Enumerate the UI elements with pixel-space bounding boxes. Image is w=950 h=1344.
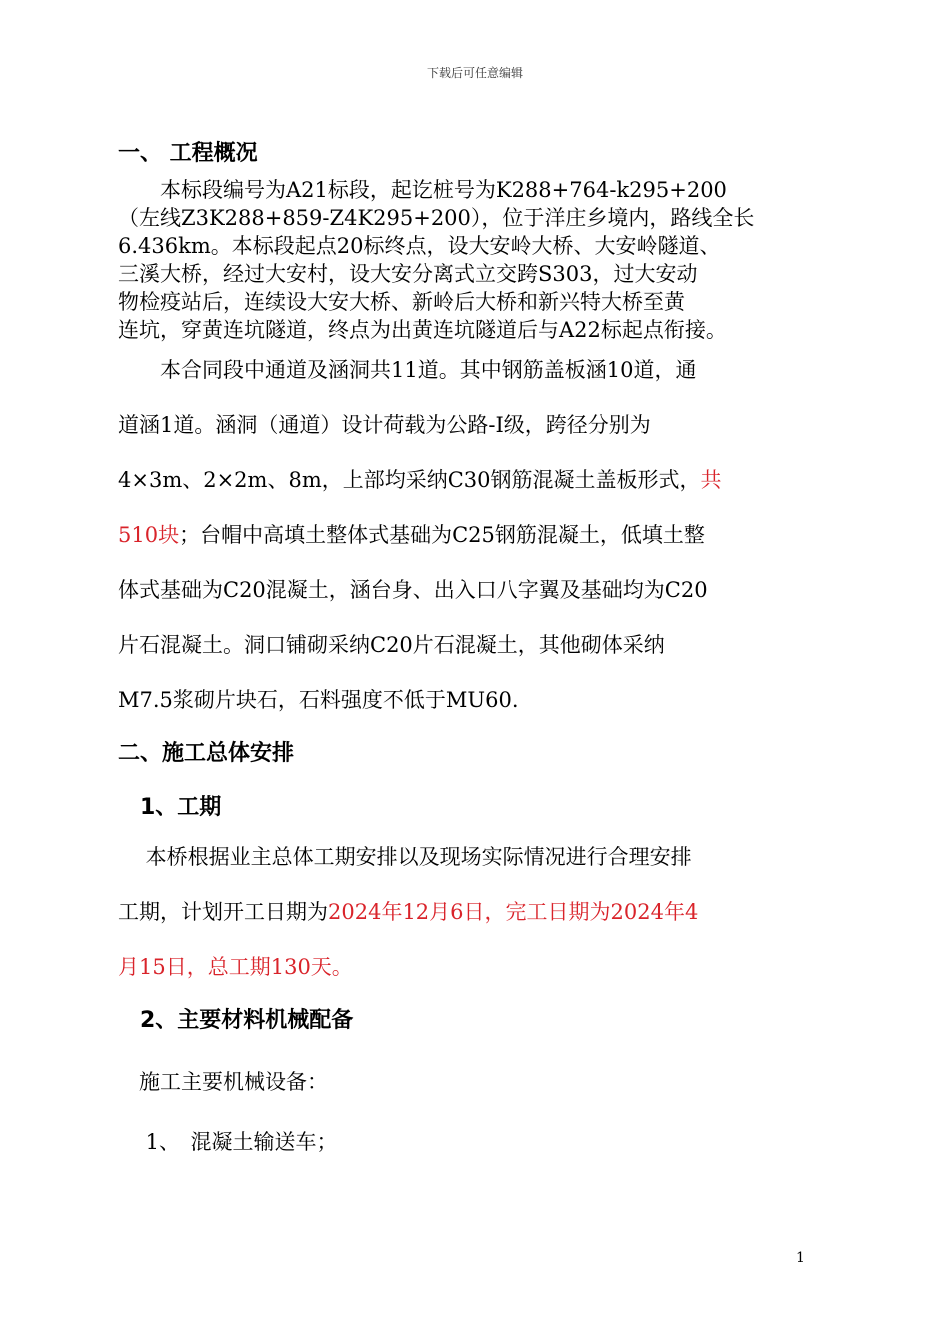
section1-para1 — [118, 176, 833, 344]
para2-line-3-text: 4×3m、2×2m、8m，上部均采纳C30钢筋混凝土盖板形式， — [118, 468, 701, 492]
sub2-list-item — [118, 1126, 833, 1156]
list-item-text: 混凝土输送车； — [169, 1130, 338, 1154]
para2-line-5: 体式基础为C20混凝土，涵台身、出入口八字翼及基础均为C20 — [118, 578, 708, 602]
highlight-text: 共 — [700, 468, 722, 492]
sub1-line-2 — [118, 885, 833, 940]
highlight-text: 2024年12月6日，完工日期为2024年4 — [328, 900, 699, 924]
sub1-heading: 1、工期 — [118, 795, 222, 820]
para2-line-1: 本合同段中通道及涵洞共11道。其中钢筋盖板涵10道，通 — [118, 358, 697, 382]
sub2-heading: 2、主要材料机械配备 — [118, 1008, 354, 1033]
sub2-intro: 施工主要机械设备： — [118, 1070, 328, 1094]
header-note: 下载后可任意编辑 — [426, 66, 523, 80]
sub1-line-1: 本桥根据业主总体工期安排以及现场实际情况进行合理安排 — [118, 845, 692, 869]
para2-line-4 — [118, 508, 833, 563]
sub1-para — [118, 830, 833, 995]
page-number: 1 — [796, 1250, 805, 1266]
para2-line-7: M7.5浆砌片块石，石料强度不低于MU60. — [118, 688, 519, 712]
list-item-number: 1、 — [118, 1130, 170, 1154]
para2-line-3 — [118, 453, 833, 508]
highlight-text: 510块 — [118, 523, 180, 547]
para1-line-5: 物检疫站后，连续设大安大桥、新岭后大桥和新兴特大桥至黄 — [118, 290, 685, 314]
section2-heading: 二、施工总体安排 — [118, 741, 295, 766]
sub1-line-3: 月15日，总工期130天。 — [118, 955, 353, 979]
para2-line-2: 道涵1道。涵洞（通道）设计荷载为公路-Ⅰ级，跨径分别为 — [118, 413, 651, 437]
para1-line-2: （左线Z3K288+859-Z4K295+200），位于洋庄乡境内，路线全长 — [118, 206, 755, 230]
para1-line-1: 本标段编号为A21标段，起讫桩号为K288+764-k295+200 — [118, 178, 727, 202]
para2-line-4-text: ；台帽中高填土整体式基础为C25钢筋混凝土，低填土整 — [179, 523, 705, 547]
sub1-line-2-text: 工期，计划开工日期为 — [118, 900, 328, 924]
para2-line-6: 片石混凝土。洞口铺砌采纳C20片石混凝土，其他砌体采纳 — [118, 633, 665, 657]
section1-para2 — [118, 343, 833, 728]
para1-line-4: 三溪大桥，经过大安村，设大安分离式立交跨S303，过大安动 — [118, 262, 698, 286]
para1-line-3: 6.436km。本标段起点20标终点，设大安岭大桥、大安岭隧道、 — [118, 234, 721, 258]
para1-line-6: 连坑，穿黄连坑隧道，终点为出黄连坑隧道后与A22标起点衔接。 — [118, 318, 727, 342]
section1-heading: 一、 工程概况 — [118, 141, 258, 166]
